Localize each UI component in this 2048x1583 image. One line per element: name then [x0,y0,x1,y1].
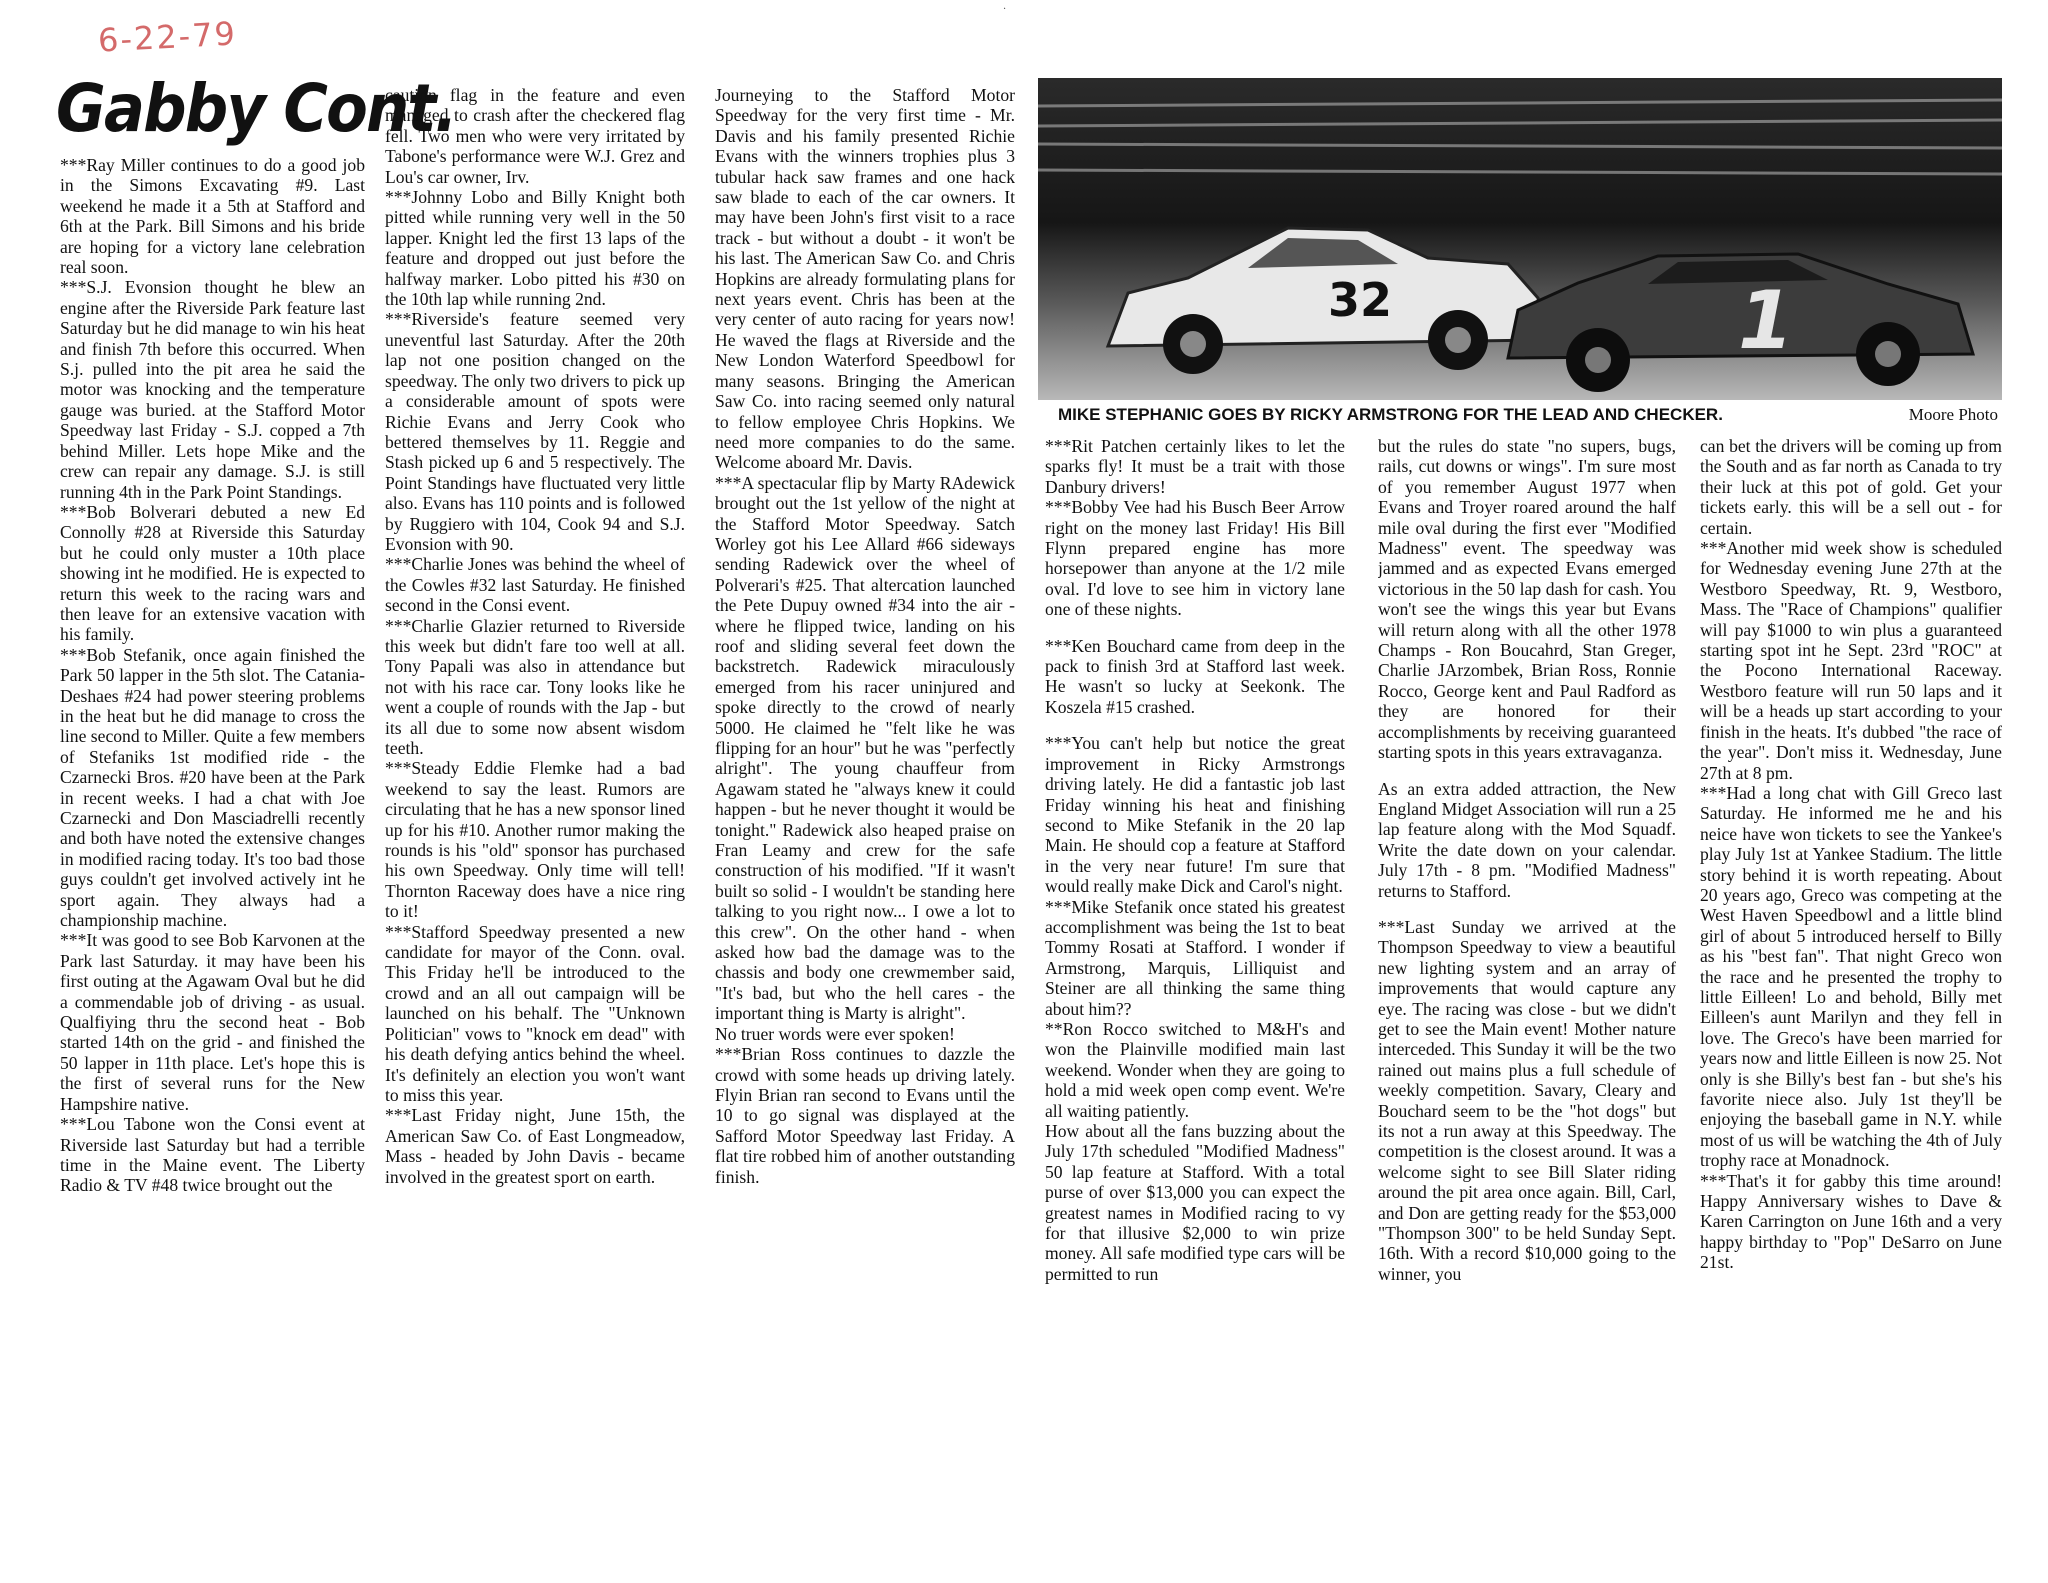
paragraph: ***Steady Eddie Flemke had a bad weekend to say the least. Rumors are circulating that he has a new sponsor lined up for his #10. Another rumor making the rounds is his "old" sponsor has purchased his own Speedway. Only time will tell! Thornton Raceway does have a nice ring to it! [385,758,685,922]
column-6 [1700,436,2002,1436]
photo-caption [1058,405,1998,425]
column-5 [1378,436,1676,1456]
paragraph: caution flag in the feature and even managed to crash after the checkered flag fell. Two men who were very irritated by Tabone's performance were W.J. Grez and Lou's car owner, Irv. [385,85,685,187]
paragraph: ***Riverside's feature seemed very uneventful last Saturday. After the 20th lap not one position changed on the speedway. The only two drivers to pick up a considerable amount of spots were Richie Evans and Jerry Cook who bettered themselves by 11. Reggie and Stash picked up 6 and 5 respectively. The Point Standings have fluctuated very little also. Evans has 110 points and is followed by Ruggiero with 104, Cook 94 and S.J. Evonsion with 90. [385,309,685,554]
paragraph: ***Bob Stefanik, once again finished the Park 50 lapper in the 5th slot. The Catania-Deshaes #24 had power steering problems in the heat but he did manage to cross the line second to Miller. Quite a few members of Stefaniks 1st modified ride - the Czarnecki Bros. #20 have been at the Park in recent weeks. I had a chat with Joe Czarnecki and Don Masciadrelli recently and both have noted the extensive changes in modified racing today. It's too bad those guys couldn't get involved actively int he sport again. They always had a championship machine. [60,644,365,931]
headline: Gabby Cont. [56,70,456,147]
paragraph: ***Bobby Vee had his Busch Beer Arrow right on the money last Friday! His Bill Flynn prepared engine has more horsepower than anyone at the 1/2 mile oval. I'd love to see him in victory lane one of these nights. [1045,497,1345,620]
paragraph: No truer words were ever spoken! [715,1023,955,1044]
paragraph: ***Stafford Speedway presented a new candidate for mayor of the Conn. oval. This Friday he'll be introduced to the crowd and an all out campaign will be launched on his behalf. The "Unknown Politician" vows to "knock em dead" with his death defying antics behind the wheel. It's definitely an election you won't want to miss this year. [385,921,685,1105]
column-2 [385,85,685,1460]
caption-text: MIKE STEPHANIC GOES BY RICKY ARMSTRONG FOR THE LEAD AND CHECKER. [1058,405,1723,424]
scan-mark: · [1003,4,1007,15]
race-photo [1038,78,2002,400]
car-number-32: 32 [1328,273,1393,327]
paragraph: ***A spectacular flip by Marty RAdewick brought out the 1st yellow of the night at the Stafford Motor Speedway. Satch Worley got his Lee Allard #66 sideways sending Radewick over the wheel of Polverari's #25. That altercation launched the Pete Dupuy owned #34 into the air - where he flipped twice, landing on his roof and sliding several feet down the backstretch. Radewick miraculously emerged from his racer uninjured and spoke directly to the crowd of nearly 5000. He claimed he "felt like he was flipping for an hour" but he was "perfectly alright". The young chauffeur from Agawam stated he "always knew it could happen - but he never thought it would be tonight." Radewick also heaped praise on Fran Leamy and crew for the safe construction of his modified. "If it wasn't built so solid - I wouldn't be standing here talking to you right now... I owe a lot to this crew". On the other hand - when asked how bad the damage was to the chassis and body one crewmember said, "It's bad, but who the hell cares - the important thing is Marty is alright". [715,472,1015,1024]
photo-credit: Moore Photo [1908,405,1998,424]
paragraph: As an extra added attraction, the New England Midget Association will run a 25 lap feature along with the Mod Squadf. Write the date down on your calendar. July 17th - 8 pm. "Modified Madness" returns to Stafford. [1378,778,1676,901]
paragraph: ***Ray Miller continues to do a good job in the Simons Excavating #9. Last weekend he made it a 5th at Stafford and 6th at the Park. Bill Simons and his bride are hoping for a victory lane celebration real soon. [60,155,365,278]
paragraph: How about all the fans buzzing about the July 17th scheduled "Modified Madness" 50 lap feature at Stafford. With a total purse of over $13,000 you can expect the greatest names in Modified racing to vy for that illusive $2,000 to win prize money. All safe modified type cars will be permitted to run [1045,1121,1345,1284]
paragraph: but the rules do state "no supers, bugs, rails, cut downs or wings". I'm sure most of you remember August 1977 when Evans and Troyer roared around the half mile oval during the first ever "Modified Madness" event. The speedway was jammed and as expected Evans emerged victorious in the 50 lap dash for cash. You won't see the wings this year but Evans will return along with all the other 1978 Champs - Ron Boucahrd, Stan Greger, Charlie JArzombek, Brian Ross, Ronnie Rocco, George kent and Paul Radford as they are honored for their accomplishments by receiving guaranteed starting spots in this years extravaganza. [1378,436,1676,763]
paragraph: ***Another mid week show is scheduled for Wednesday evening June 27th at the Westboro Speedway, Rt. 9, Westboro, Mass. The "Race of Champions" qualifier will pay $1000 to win plus a guaranteed starting spot int he Sept. 23rd "ROC" at the Pocono International Raceway. Westboro feature will run 50 laps and it will be a heads up start according to your finish in the heats. It's dubbed "the race of the year". Don't miss it. Wednesday, June 27th at 8 pm. [1700,538,2002,783]
paragraph: can bet the drivers will be coming up from the South and as far north as Canada to try their luck at this pot of gold. Get your tickets early. this will be a sell out - for certain. [1700,436,2002,538]
paragraph: Journeying to the Stafford Motor Speedway for the very first time - Mr. Davis and his family presented Richie Evans with the winners trophies plus 3 tubular hack saw frames and one hack saw blade to each of the car owners. It may have been John's first visit to a race track - but without a doubt - it won't be his last. The American Saw Co. and Chris Hopkins are already formulating plans for next years event. Chris has been at the very center of auto racing for years now! He waved the flags at Riverside and the New London Waterford Speedbowl for many seasons. Bringing the American Saw Co. into racing seemed only natural to fellow employee Chris Hopkins. We need more companies to do the same. Welcome aboard Mr. Davis. [715,85,1015,473]
paragraph: ***Bob Bolverari debuted a new Ed Connolly #28 at Riverside this Saturday but he could only muster a 10th place showing int he modified. He is expected to return this week to the racing wars and then leave for an extensive vacation with his family. [60,501,365,645]
paragraph: ***Last Sunday we arrived at the Thompson Speedway to view a beautiful new lighting system and an array of improvements that would capture any eye. The racing was close - but we didn't get to see the Main event! Mother nature interceded. This Sunday it will be the two rained out mains plus a full schedule of weekly competition. Savary, Cleary and Bouchard seem to be the "hot dogs" but its not a run away at this Speedway. The competition is the closest around. It was a welcome sight to see Bill Slater riding around the pit area once again. Bill, Carl, and Don are getting ready for the $53,000 "Thompson 300" to be held Sunday Sept. 16th. With a record $10,000 going to the winner, you [1378,916,1676,1284]
column-4 [1045,436,1345,1456]
paragraph: ***Last Friday night, June 15th, the American Saw Co. of East Longmeadow, Mass - headed by John Davis - became involved in the greatest sport on earth. [385,1105,685,1187]
paragraph: ***Ken Bouchard came from deep in the pack to finish 3rd at Stafford last week. He wasn't so lucky at Seekonk. The Koszela #15 crashed. [1045,635,1345,717]
paragraph: ***You can't help but notice the great improvement in Ricky Armstrongs driving lately. He did a fantastic job last Friday winning his heat and finishing second to Mike Stefanik in the 20 lap Main. He should cop a feature at Stafford in the very near future! I'm sure that would really make Dick and Carol's night. [1045,733,1345,897]
paragraph: **Ron Rocco switched to M&H's and won the Plainville modified main last weekend. Wonder when they are going to hold a mid week open comp event. We're all waiting patiently. [1045,1018,1345,1121]
paragraph: ***Had a long chat with Gill Greco last Saturday. He informed me he and his neice have won tickets to see the Yankee's play July 1st at Yankee Stadium. The little story behind it is worth repeating. About 20 years ago, Greco was competing at the West Haven Speedbowl and a little blind girl of about 5 introduced herself to Billy as his "best fan". That night Greco won the race and he presented the trophy to little Eilleen! Lo and behold, Billy met Eilleen's aunt Marilyn and they fell in love. The Greco's have been married for years now and little Eilleen is now 25. Not only is she Billy's best fan - but she's his favorite niece also. July 1st they'll be enjoying the baseball game in N.Y. while most of us will be watching the 4th of July trophy race at Monadnock. [1700,782,2002,1171]
paragraph: ***Charlie Glazier returned to Riverside this week but didn't fare too well at all. Tony Papali was also in attendance but not with his race car. Tony looks like he went a couple of rounds with the Jap - but its all due to some now absent wisdom teeth. [385,615,685,758]
paragraph: ***Rit Patchen certainly likes to let the sparks fly! It must be a trait with those Danbury drivers! [1045,436,1345,497]
column-1 [60,155,365,1460]
paragraph: ***That's it for gabby this time around! Happy Anniversary wishes to Dave & Karen Carrington on June 16th and a very happy birthday to "Pop" DeSarro on June 21st. [1700,1170,2002,1273]
paragraph: ***S.J. Evonsion thought he blew an engine after the Riverside Park feature last Saturday but he did manage to win his heat and finish 7th before this occurred. When S.j. pulled into the pit area he said the motor was knocking and the temperature gauge was buried. at the Stafford Motor Speedway last Friday - S.J. copped a 7th behind Miller. Lets hope Mike and the crew can repair any damage. S.J. is still running 4th in the Park Point Standings. [60,277,365,502]
paragraph: ***Lou Tabone won the Consi event at Riverside last Saturday but had a terrible time in the Maine event. The Liberty Radio & TV #48 twice brought out the [60,1114,365,1196]
paragraph: ***Charlie Jones was behind the wheel of the Cowles #32 last Saturday. He finished second in the Consi event. [385,554,685,616]
car-number-1: 1 [1738,274,1794,367]
paragraph: ***Brian Ross continues to dazzle the crowd with some heads up driving lately. Flyin Brian ran second to Evans until the 10 to go signal was displayed at the Safford Motor Speedway last Friday. A flat tire robbed him of another outstanding finish. [715,1044,1015,1187]
column-3 [715,85,1015,1450]
handwritten-date: 6-22-79 [97,14,238,60]
paragraph: ***Johnny Lobo and Billy Knight both pitted while running very well in the 50 lapper. Knight led the first 13 laps of the feature and dropped out just before the halfway marker. Lobo pitted his #30 on the 10th lap while running 2nd. [385,187,685,310]
paragraph: ***It was good to see Bob Karvonen at the Park last Saturday. it may have been his first outing at the Agawam Oval but he did a commendable job of driving - as usual. Qualfiying thru the second heat - Bob started 14th on the grid - and finished the 50 lapper in 11th place. Let's hope this is the first of several runs for the New Hampshire native. [60,930,365,1114]
paragraph: ***Mike Stefanik once stated his greatest accomplishment was being the 1st to beat Tommy Rosati at Stafford. I wonder if Armstrong, Marquis, Lilliquist and Steiner are all thinking the same thing about him?? [1045,896,1345,1019]
